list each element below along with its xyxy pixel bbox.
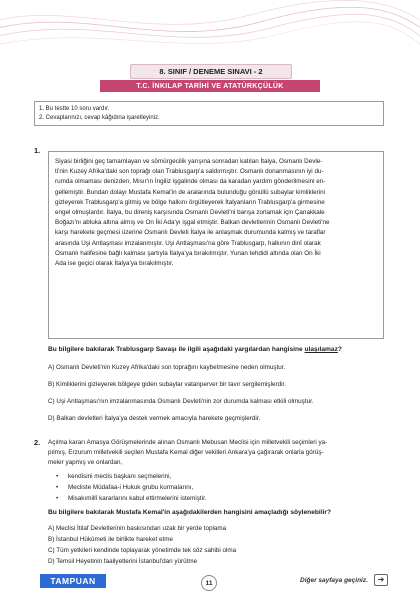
question-2-number: 2. <box>34 438 41 447</box>
stem-underlined: ulaşılamaz <box>304 346 338 353</box>
question-2-text <box>48 438 384 468</box>
question-1-option-c[interactable]: C) Uşi Antlaşması'nın imzalanmasında Osmanlı Devleti'nin zor durumda kalması etkili olmuştur. <box>48 398 314 405</box>
question-2-bullet <box>56 472 171 481</box>
passage-line: Ada ise geçici olarak İtalya'ya bırakılmıştır. <box>55 260 174 268</box>
passage-line: arasında Uşi Antlaşması imzalanmıştır. Uşi Antlaşması'na göre Trablusgarp, halkının dinî olarak <box>55 239 321 247</box>
bullet-icon: • <box>56 495 59 502</box>
passage-line: rumda olmaması denizden, Mısır'ın İngiliz işgalinde olması da karadan yardım gönderilmesini en- <box>55 178 326 186</box>
question-2-bullet <box>56 494 207 503</box>
bullet-text: kendisini meclis başkanı seçmelerini, <box>68 473 172 480</box>
instruction-line: 2. Cevaplarınızı, cevap kâğıdına işaretleyiniz. <box>39 115 160 121</box>
question-1-option-b[interactable]: B) Kimliklerini gizleyerek bölgeye giden subaylar vatanperver bir tavır sergilemişlerdir. <box>48 381 286 388</box>
bullet-icon: • <box>56 473 59 480</box>
q2-text-line: Açılma kararı Amasya Görüşmelerinde alınan Osmanlı Mebusan Meclisi için milletvekili seçimleri ya- <box>48 439 328 446</box>
q2-text-line: pılmış, Erzurum milletvekili seçilen Mustafa Kemal diğer vekilleri Ankara'ya çağırarak onlarla görüş- <box>48 449 324 456</box>
page-number: 11 <box>201 575 217 591</box>
question-1-option-d[interactable]: D) Balkan devletleri İtalya'ya destek vermek amacıyla harekete geçmişlerdir. <box>48 415 261 422</box>
passage-line: Osmanlı halifesine bağlı kalması şartıyla İtalya'ya bırakılmıştır. Yunan tehdidi altında olan On İki <box>55 249 321 257</box>
bullet-text: Mecliste Müdafaa-i Hukuk grubu kurmalarını, <box>68 484 194 491</box>
next-page-text: Diğer sayfaya geçiniz. <box>300 577 368 584</box>
bullet-icon: • <box>56 484 59 491</box>
question-2-bullet <box>56 483 193 492</box>
bullet-text: Misakımillî kararlarını kabul ettirmelerini istemiştir. <box>68 495 207 502</box>
question-2-option-a[interactable]: A) Meclisi İtilaf Devletlerinin baskısından uzak bir yerde toplama <box>48 525 227 532</box>
passage-line: engel olmuşlardır. İtalya, bu direniş karşısında Osmanlı Devleti'ni barışa zorlamak için Çanakkale <box>55 209 325 217</box>
brand-logo: TAMPUAN <box>40 574 106 588</box>
q2-text-line: meler yapmış ve onlardan, <box>48 459 123 466</box>
question-1-stem <box>48 345 388 354</box>
passage-line: gizleyerek Trablusgarp'a gitmiş ve bölge halkını örgütleyerek İtalyanların Trablusgarp'a girmesine <box>55 198 325 206</box>
question-2-option-b[interactable]: B) İstanbul Hükûmeti ile birlikte hareket etme <box>48 536 173 543</box>
passage-line: karşı harekete geçmesi üzerine Osmanlı Devleti İtalya ile anlaşmak durumunda kalmış ve taraflar <box>55 229 326 237</box>
passage-line: gellemiştir. Bundan dolayı Mustafa Kemal'in de aralarında bulunduğu gönüllü subaylar kimliklerini <box>55 188 326 196</box>
question-1-number: 1. <box>34 146 41 155</box>
decorative-swirl <box>0 0 420 60</box>
question-2-option-d[interactable]: D) Temsil Heyetinin faaliyetlerini İstanbul'dan yürütme <box>48 558 198 565</box>
subject-title: T.C. İNKILAP TARİHİ VE ATATÜRKÇÜLÜK <box>100 80 320 92</box>
question-2-option-c[interactable]: C) Tüm yetkileri kendinde toplayarak yönetimde tek söz sahibi olma <box>48 547 237 554</box>
stem-text: Bu bilgilere bakılarak Trablusgarp Savaşı ile ilgili aşağıdaki yargılardan hangisine <box>48 346 305 353</box>
passage-line: Siyasi birliğini geç tamamlayan ve sömürgecilik yarışına sonradan katılan İtalya, Osmanlı Devle- <box>55 158 323 165</box>
stem-end: ? <box>337 346 342 353</box>
question-1-option-a[interactable]: A) Osmanlı Devleti'nin Kuzey Afrika'daki son toprağını kaybetmesine neden olmuştur. <box>48 364 286 371</box>
instructions-box <box>34 101 384 126</box>
question-1-passage <box>48 151 384 339</box>
passage-line: ti'nin Kuzey Afrika'daki son toprağı olan Trablusgarp'a saldırmıştır. Osmanlı donanmasının iyi du- <box>55 168 324 176</box>
instruction-line: 1. Bu testte 10 soru vardır. <box>39 106 110 112</box>
question-2-stem: Bu bilgilere bakılarak Mustafa Kemal'in aşağıdakilerden hangisini amaçladığı söylenebilir? <box>48 509 331 516</box>
next-page-arrow-icon: ➜ <box>374 574 388 586</box>
exam-title: 8. SINIF / DENEME SINAVI - 2 <box>130 64 292 79</box>
passage-line: Boğazı'nı abluka altına almış ve On İki Ada'yı işgal etmiştir. Balkan devletlerinin Osmanlı Devleti'ne <box>55 219 330 227</box>
